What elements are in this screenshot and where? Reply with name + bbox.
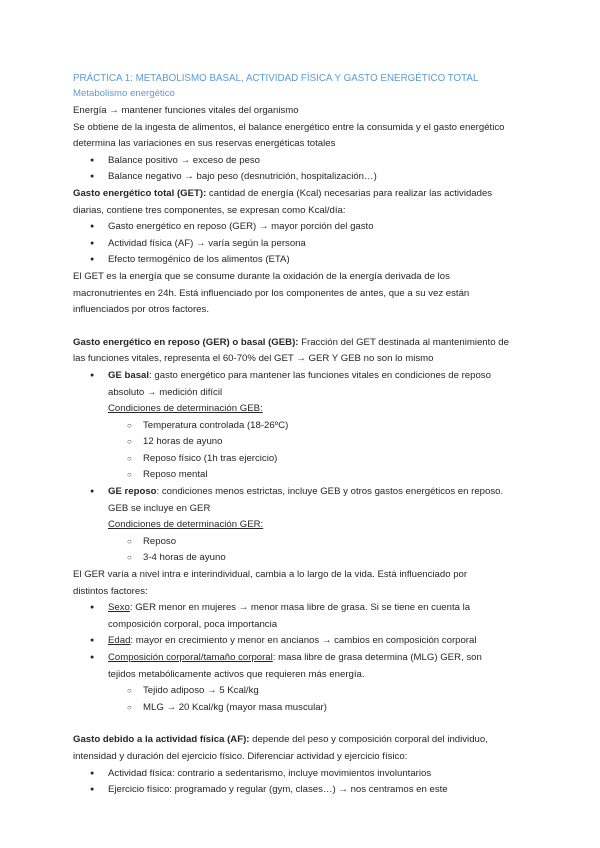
list-item: ● Efecto termogénico de los alimentos (ETA)	[73, 252, 533, 269]
ger-paragraph	[73, 335, 533, 352]
get-para-2: macronutrientes en 24h. Está influenciado por los componentes de antes, que a su vez están	[73, 287, 470, 299]
intro-line-3: determina las variaciones en sus reservas energéticas totales	[73, 138, 336, 150]
list-item: ● Balance positivo → exceso de peso	[73, 153, 533, 170]
ge-reposo-text-2: GEB se incluye en GER	[108, 502, 211, 514]
composicion-items-list	[108, 683, 533, 716]
ger-conditions-label: Condiciones de determinación GER:	[108, 519, 264, 531]
list-item	[73, 633, 533, 650]
composicion-text-1: : masa libre de grasa determina (MLG) GER, son	[272, 652, 482, 663]
list-item	[73, 368, 533, 484]
ger-heading: Gasto energético en reposo (GER) o basal (GEB):	[73, 336, 299, 348]
edad-text: : mayor en crecimiento y menor en ancianos → cambios en composición corporal	[130, 635, 477, 647]
list-item: ○ 12 horas de ayuno	[108, 434, 533, 451]
af-paragraph	[73, 732, 533, 749]
af-list	[73, 766, 533, 799]
af-text-1: depende del peso y composición corporal del individuo,	[249, 734, 488, 746]
geb-conditions-label: Condiciones de determinación GEB:	[108, 403, 263, 415]
list-item: ● Actividad física: contrario a sedentarismo, incluye movimientos involuntarios	[73, 766, 533, 783]
ger-variation-1: El GER varía a nivel intra e interindividual, cambia a lo largo de la vida. Está influenciado por	[73, 569, 468, 581]
get-text-2: diarias, contiene tres componentes, se expresan como Kcal/día:	[73, 204, 346, 216]
list-item: ● Gasto energético en reposo (GER) → mayor porción del gasto	[73, 219, 533, 236]
ge-reposo-text-1: : condiciones menos estrictas, incluye GEB y otros gastos energéticos en reposo.	[156, 486, 504, 498]
intro-line-2: Se obtiene de la ingesta de alimentos, el balance energético entre la consumida y el gasto energético	[73, 121, 505, 133]
ger-conditions-list	[108, 534, 533, 567]
ge-basal-text-2: absoluto → medición difícil	[108, 386, 223, 398]
list-item: ○ Tejido adiposo → 5 Kcal/kg	[108, 683, 533, 700]
list-item: ○ Reposo mental	[108, 467, 533, 484]
af-heading: Gasto debido a la actividad física (AF):	[73, 734, 250, 746]
list-item: ● Balance negativo → bajo peso (desnutrición, hospitalización…)	[73, 169, 533, 186]
list-item: ○ Reposo físico (1h tras ejercicio)	[108, 451, 533, 468]
get-text-1: cantidad de energía (Kcal) necesarias para realizar las actividades	[206, 187, 493, 199]
get-components-list	[73, 219, 533, 269]
geb-conditions-list	[108, 418, 533, 484]
get-para-3: influenciados por otros factores.	[73, 304, 209, 316]
list-item: ○ Temperatura controlada (18-26ºC)	[108, 418, 533, 435]
edad-label: Edad	[108, 635, 131, 647]
ger-variation-2: distintos factores:	[73, 585, 148, 597]
list-item	[73, 484, 533, 567]
page-title: PRÁCTICA 1: METABOLISMO BASAL, ACTIVIDAD FÍSICA Y GASTO ENERGÉTICO TOTAL	[73, 73, 479, 84]
ger-text-1: Fracción del GET destinada al mantenimiento de	[298, 336, 509, 348]
intro-line-1: Energía → mantener funciones vitales del organismo	[73, 105, 299, 116]
composicion-text-2: tejidos metabólicamente activos que requieren más energía.	[108, 668, 365, 680]
document-body	[73, 71, 533, 799]
list-item: ● Ejercicio físico: programado y regular (gym, clases…) → nos centramos en este	[73, 782, 533, 799]
list-item	[73, 650, 533, 716]
sexo-text-2: composición corporal, poca importancia	[108, 618, 278, 630]
list-item: ○ MLG → 20 Kcal/kg (mayor masa muscular)	[108, 700, 533, 717]
list-item: ○ Reposo	[108, 534, 533, 551]
list-item	[73, 600, 533, 633]
get-para-1: El GET es la energía que se consume durante la oxidación de la energía derivada de los	[73, 270, 450, 282]
get-heading: Gasto energético total (GET):	[73, 187, 207, 199]
sexo-label: Sexo	[108, 602, 130, 614]
list-item: ● Actividad física (AF) → varía según la persona	[73, 236, 533, 253]
ge-basal-label: GE basal	[108, 369, 150, 381]
ger-factors-list	[73, 600, 533, 716]
ge-basal-text-1: : gasto energético para mantener las funciones vitales en condiciones de reposo	[149, 369, 491, 381]
sexo-text-1: : GER menor en mujeres → menor masa libre de grasa. Si se tiene en cuenta la	[129, 602, 471, 614]
af-text-2: intensidad y duración del ejercicio físico. Diferenciar actividad y ejercicio físico:	[73, 750, 408, 762]
balance-list	[73, 153, 533, 186]
ge-reposo-label: GE reposo	[108, 486, 157, 498]
get-paragraph	[73, 186, 533, 203]
composicion-label: Composición corporal/tamaño corporal	[108, 652, 273, 663]
section-subtitle: Metabolismo energético	[73, 88, 175, 99]
ger-text-2: las funciones vitales, representa el 60-70% del GET → GER Y GEB no son lo mismo	[73, 353, 434, 365]
ger-types-list	[73, 368, 533, 567]
list-item: ○ 3-4 horas de ayuno	[108, 550, 533, 567]
